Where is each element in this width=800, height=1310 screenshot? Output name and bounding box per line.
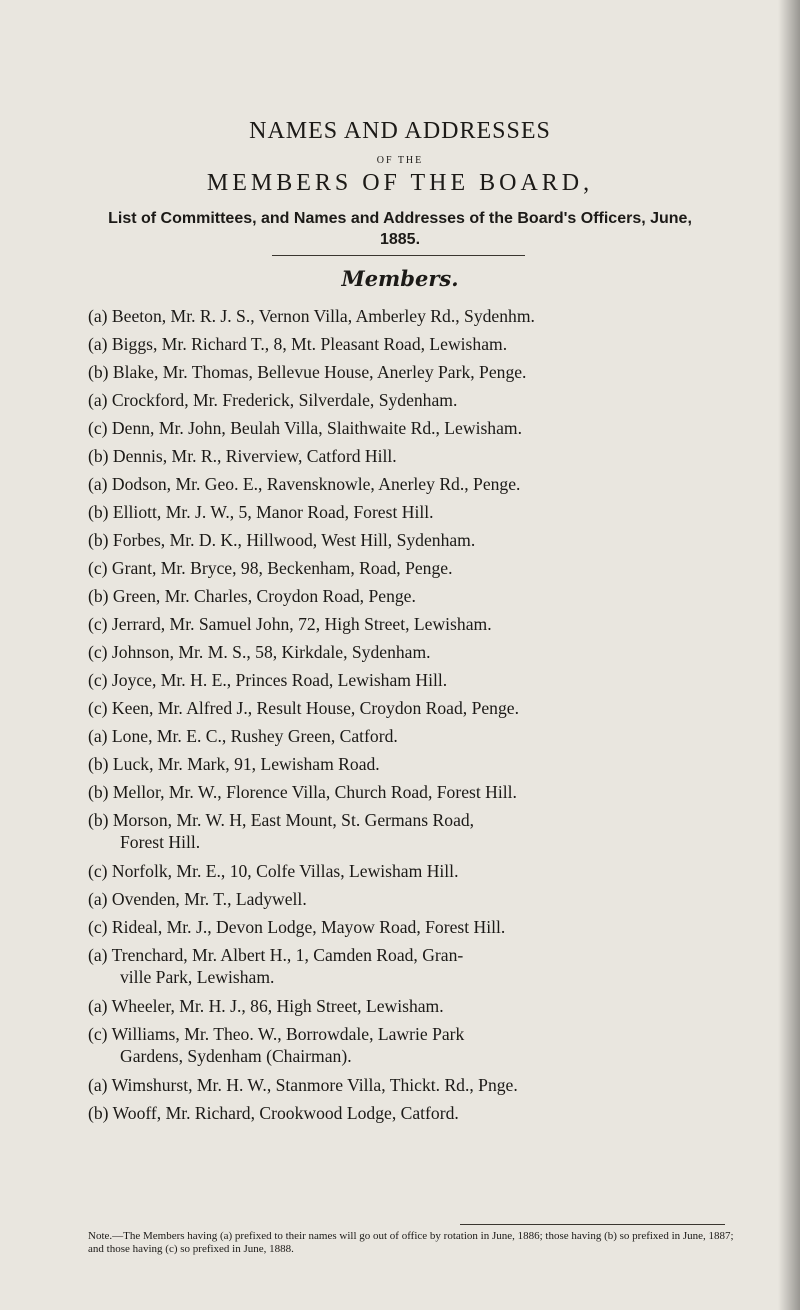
members-list [88, 302, 758, 1127]
member-entry-continuation: Gardens, Sydenham (Chairman). [120, 1046, 352, 1066]
page-edge-shadow [778, 0, 800, 1310]
member-entry: (c) Keen, Mr. Alfred J., Result House, Croydon Road, Penge. [88, 698, 519, 718]
member-entry: (a) Trenchard, Mr. Albert H., 1, Camden Road, Gran- ville Park, Lewisham. [88, 941, 758, 988]
member-entry: (c) Norfolk, Mr. E., 10, Colfe Villas, Lewisham Hill. [88, 861, 459, 881]
member-entry: (a) Ovenden, Mr. T., Ladywell. [88, 889, 307, 909]
member-entry: (a) Crockford, Mr. Frederick, Silverdale, Sydenham. [88, 390, 458, 410]
member-entry: (a) Beeton, Mr. R. J. S., Vernon Villa, Amberley Rd., Sydenhm. [88, 306, 535, 326]
member-entry: (c) Denn, Mr. John, Beulah Villa, Slaithwaite Rd., Lewisham. [88, 418, 522, 438]
member-entry: (a) Dodson, Mr. Geo. E., Ravensknowle, Anerley Rd., Penge. [88, 474, 521, 494]
committees-subtitle: List of Committees, and Names and Addresses of the Board's Officers, June, 1885. [108, 210, 692, 248]
member-entry: (c) Grant, Mr. Bryce, 98, Beckenham, Road, Penge. [88, 558, 453, 578]
member-entry: (b) Green, Mr. Charles, Croydon Road, Penge. [88, 586, 416, 606]
member-entry: (b) Mellor, Mr. W., Florence Villa, Church Road, Forest Hill. [88, 782, 517, 802]
page-title: NAMES AND ADDRESSES [249, 118, 551, 144]
member-entry: (c) Johnson, Mr. M. S., 58, Kirkdale, Sydenham. [88, 642, 431, 662]
member-entry: (b) Blake, Mr. Thomas, Bellevue House, Anerley Park, Penge. [88, 362, 527, 382]
member-entry: (b) Morson, Mr. W. H, East Mount, St. Germans Road, Forest Hill. [88, 806, 758, 853]
member-entry: (b) Luck, Mr. Mark, 91, Lewisham Road. [88, 754, 380, 774]
member-entry: (a) Lone, Mr. E. C., Rushey Green, Catford. [88, 726, 398, 746]
member-entry: (c) Rideal, Mr. J., Devon Lodge, Mayow Road, Forest Hill. [88, 917, 506, 937]
footnote-divider [460, 1224, 725, 1225]
member-entry: (a) Wheeler, Mr. H. J., 86, High Street, Lewisham. [88, 996, 444, 1016]
member-entry: (c) Joyce, Mr. H. E., Princes Road, Lewisham Hill. [88, 670, 448, 690]
of-the-label: OF THE [376, 155, 424, 166]
members-heading: Members. [341, 266, 459, 291]
member-entry-continuation: Forest Hill. [120, 832, 201, 852]
member-entry: (b) Elliott, Mr. J. W., 5, Manor Road, Forest Hill. [88, 502, 434, 522]
member-entry: (c) Jerrard, Mr. Samuel John, 72, High Street, Lewisham. [88, 614, 492, 634]
footnote: Note.—The Members having (a) prefixed to their names will go out of office by rotation in June, 1886; those having (b) so prefixed in June, 1887; and those having (c) so prefixed in June, 1888. [88, 1230, 734, 1255]
member-entry: (b) Forbes, Mr. D. K., Hillwood, West Hill, Sydenham. [88, 530, 476, 550]
member-entry-continuation: ville Park, Lewisham. [120, 967, 275, 987]
member-entry: (a) Biggs, Mr. Richard T., 8, Mt. Pleasant Road, Lewisham. [88, 334, 508, 354]
divider [272, 255, 525, 256]
member-entry: (b) Dennis, Mr. R., Riverview, Catford Hill. [88, 446, 397, 466]
member-entry: (a) Wimshurst, Mr. H. W., Stanmore Villa, Thickt. Rd., Pnge. [88, 1075, 518, 1095]
board-heading: MEMBERS OF THE BOARD, [206, 170, 594, 196]
member-entry: (b) Wooff, Mr. Richard, Crookwood Lodge, Catford. [88, 1103, 459, 1123]
member-entry: (c) Williams, Mr. Theo. W., Borrowdale, Lawrie Park Gardens, Sydenham (Chairman). [88, 1020, 758, 1067]
